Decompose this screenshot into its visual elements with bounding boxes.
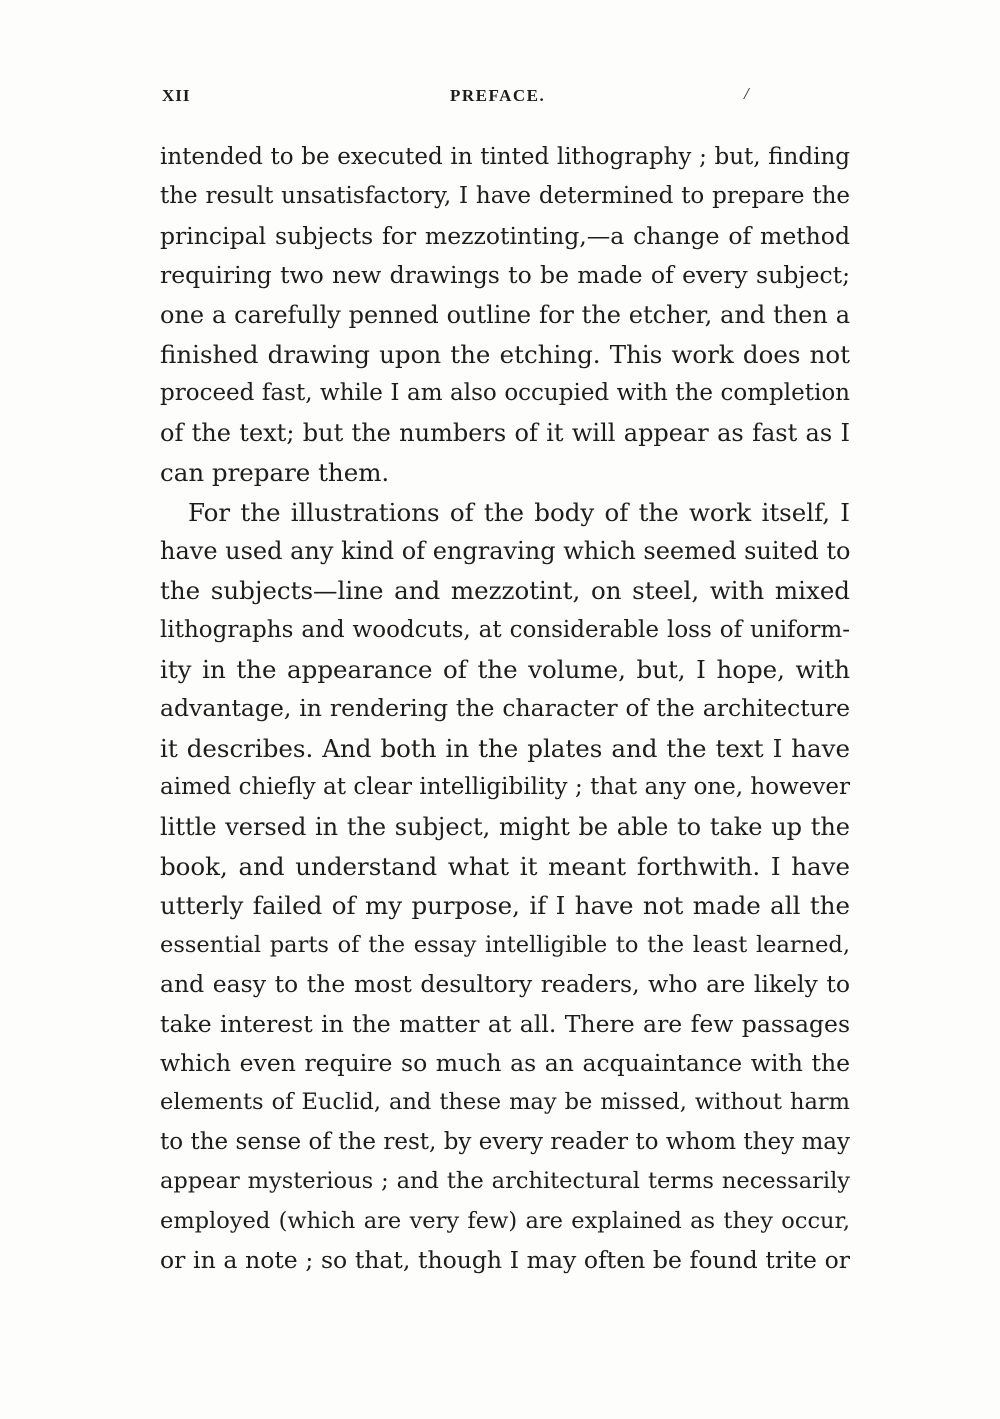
page-number: XII: [162, 86, 191, 105]
text-line: intended to be executed in tinted lithography ; but, finding: [160, 144, 850, 170]
text-line: advantage, in rendering the character of the architecture: [160, 694, 850, 723]
text-line: little versed in the subject, might be able to take up the: [160, 812, 850, 841]
page-header: [160, 84, 850, 112]
text-line: employed (which are very few) are explained as they occur,: [160, 1207, 850, 1234]
text-line: appear mysterious ; and the architectural terms necessarily: [160, 1168, 850, 1195]
text-line: utterly failed of my purpose, if I have not made all the: [160, 891, 850, 921]
text-line: aimed chiefly at clear intelligibility ; that any one, however: [160, 774, 850, 801]
text-line: requiring two new drawings to be made of every subject;: [160, 261, 850, 290]
text-line: the subjects—line and mezzotint, on steel, with mixed: [160, 576, 850, 606]
text-line: elements of Euclid, and these may be missed, without harm: [160, 1089, 850, 1116]
text-line: ity in the appearance of the volume, but, I hope, with: [160, 655, 850, 685]
text-line: proceed fast, while I am also occupied with the completion: [160, 380, 850, 407]
running-head: PREFACE.: [450, 86, 546, 105]
text-line: book, and understand what it meant forthwith. I have: [160, 852, 850, 882]
body-text: [160, 138, 850, 1280]
text-line: which even require so much as an acquaintance with the: [160, 1048, 850, 1077]
text-line: one a carefully penned outline for the etcher, and then a: [160, 300, 850, 329]
text-line: have used any kind of engraving which seemed suited to: [160, 536, 851, 565]
paragraph-first-line: For the illustrations of the body of the work itself, I: [188, 497, 850, 527]
text-line: or in a note ; so that, though I may often be found trite or: [160, 1245, 850, 1274]
text-line: can prepare them.: [160, 458, 390, 488]
text-line: essential parts of the essay intelligible to the least learned,: [160, 931, 850, 958]
text-line: the result unsatisfactory, I have determined to prepare the: [160, 183, 850, 210]
text-line: of the text; but the numbers of it will appear as fast as I: [160, 418, 850, 447]
text-line: lithographs and woodcuts, at considerable loss of uniform-: [160, 616, 850, 643]
text-line: and easy to the most desultory readers, who are likely to: [160, 970, 850, 999]
text-line: finished drawing upon the etching. This work does not: [160, 339, 850, 369]
text-line: it describes. And both in the plates and the text I have: [160, 733, 850, 763]
text-line: principal subjects for mezzotinting,—a change of method: [160, 221, 850, 250]
text-line: take interest in the matter at all. There are few passages: [160, 1009, 850, 1038]
stray-mark: /: [744, 84, 749, 103]
text-line: to the sense of the rest, by every reader to whom they may: [160, 1128, 850, 1155]
